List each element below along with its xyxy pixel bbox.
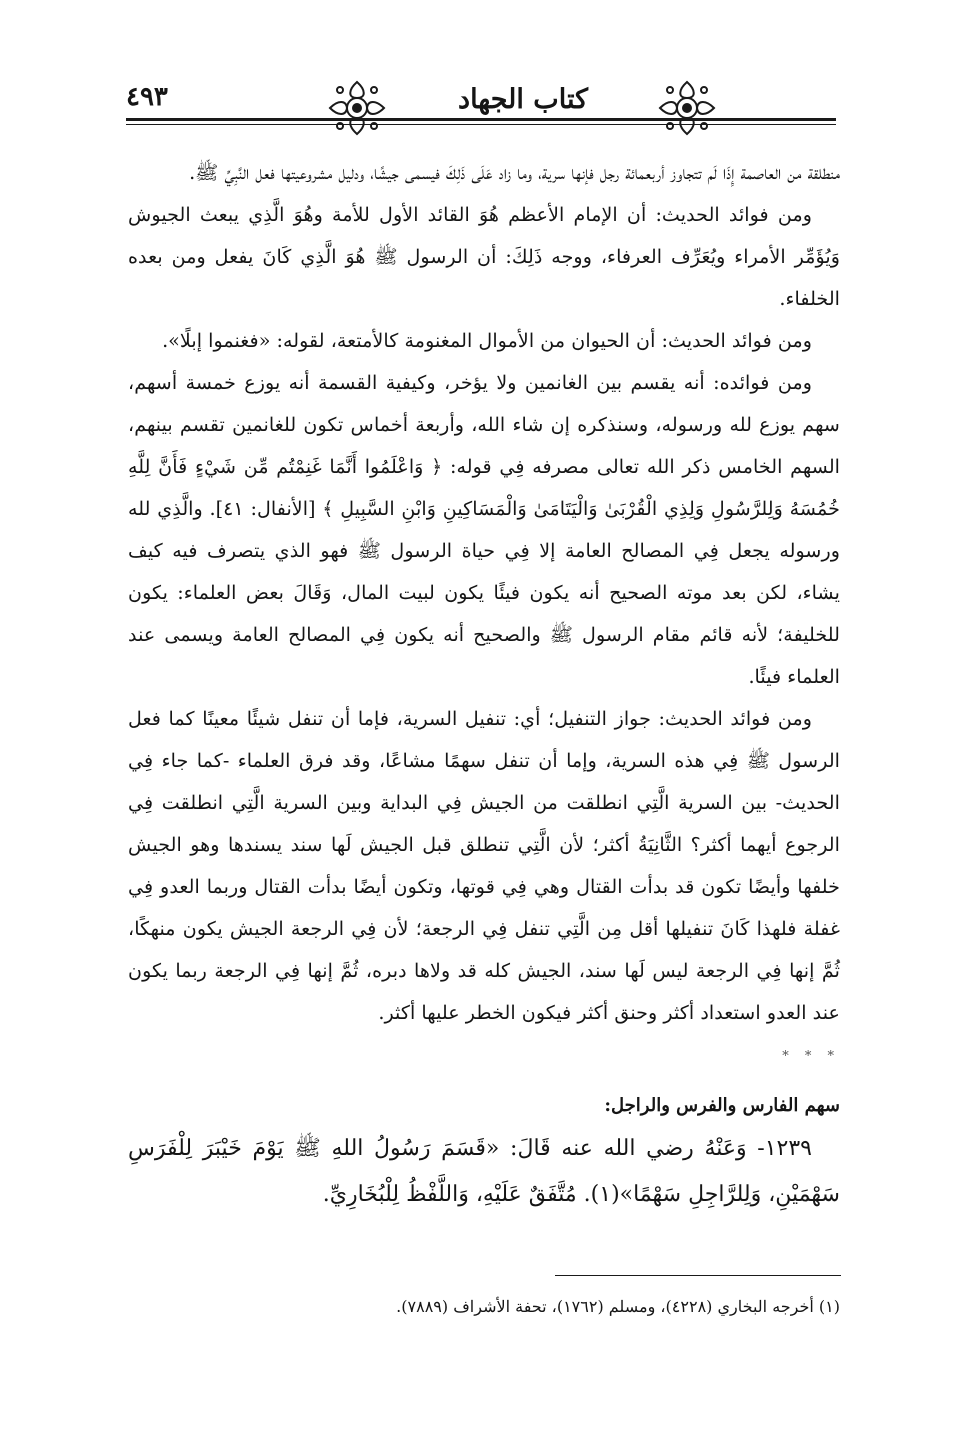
paragraph-division: ومن فوائده: أنه يقسم بين الغانمين ولا يؤخر، وكيفية القسمة أنه يوزع خمسة أسهم، سهم يوزع لله ورسوله، وسنذكره إن شاء الله، وأربعة أخماس تكون للغانمين تقسم بينهم، السهم الخامس ذكر الله تعالى مصرفه فِي قوله: ﴿ وَاعْلَمُوا أَنَّمَا غَنِمْتُم مِّن شَيْءٍ فَأَنَّ لِلَّهِ خُمُسَهُ وَلِلرَّسُولِ وَلِذِي الْقُرْبَىٰ وَالْيَتَامَىٰ وَالْمَسَاكِينِ وَابْنِ السَّبِيلِ ﴾ [الأنفال: ٤١]. والَّذِي لله ورسوله يجعل فِي المصالح العامة إلا فِي حياة الرسول ﷺ فهو الذي يتصرف فيه كيف يشاء، لكن بعد موته الصحيح أنه يكون فيئًا يكون لبيت المال، وَقَالَ بعض العلماء: يكون للخليفة؛ لأنه قائم مقام الرسول ﷺ والصحيح أنه يكون فِي المصالح العامة ويسمى عند العلماء فيئًا.: [128, 371, 840, 688]
section-separator: * * *: [782, 1049, 840, 1064]
header-rule-thin: [126, 124, 836, 125]
page-header: [126, 78, 836, 140]
paragraph-tanfil: ومن فوائد الحديث: جواز التنفيل؛ أي: تنفيل السرية، فإما أن تنفل شيئًا معينًا كما فعل الرسول ﷺ فِي هذه السرية، وإما أن تنفل سهمًا مشاعًا، وقد فرق العلماء -كما جاء فِي الحديث- بين السرية الَّتِي انطلقت من الجيش فِي البداية وبين السرية الَّتِي انطلقت فِي الرجوع أيهما أكثر؟ الثَّانِيَةُ أكثر؛ لأن الَّتِي تنطلق قبل الجيش لَها سند يسندها وهو الجيش خلفها وأيضًا تكون قد بدأت القتال وهي فِي قوتها، وتكون أيضًا بدأت القتال وربما العدو فِي غفلة فلهذا كَانَ تنفيلها أقل مِن الَّتِي تنفل فِي الرجعة؛ لأن فِي الرجعة الجيش يكون منهكًا، ثُمَّ إنها فِي الرجعة ليس لَها سند، الجيش كله قد ولاها دبره، ثُمَّ إنها فِي الرجعة ربما يكون عند العدو استعداد أكثر وحنق أكثر فيكون الخطر عليها أكثر.: [128, 707, 840, 1024]
hadith-text: ١٢٣٩- وَعَنْهُ رضي الله عنه قَالَ: «قَسَمَ رَسُولُ اللهِ ﷺ يَوْمَ خَيْبَرَ لِلْفَرَسِ سَهْمَيْنِ، وَلِلرَّاجِلِ سَهْمًا»(١). مُتَّفَقٌ عَلَيْهِ، وَاللَّفْظُ لِلْبُخَارِيِّ.: [128, 1136, 840, 1207]
ornament-right-icon: [656, 78, 718, 138]
paragraph-imam: ومن فوائد الحديث: أن الإمام الأعظم هُوَ القائد الأول للأمة وهُوَ الَّذِي يبعث الجيوش وَيُؤَمِّر الأمراء ويُعَرِّف العرفاء، ووجه ذَلِكَ: أن الرسول ﷺ هُوَ الَّذِي كَانَ يفعل ومن بعده الخلفاء.: [128, 203, 840, 310]
paragraph-animals: ومن فوائد الحديث: أن الحيوان من الأموال المغنومة كالأمتعة، لقوله: «فغنموا إبلًا».: [162, 329, 812, 352]
header-rule: [126, 118, 836, 121]
page-body: [128, 152, 840, 1218]
chapter-title: كتاب الجهاد: [398, 84, 648, 115]
paragraph-continuation: منطلقة من العاصمة إِذَا لَم تتجاوز أربعمائة رجل فإنها سرية، وما زاد عَلَى ذَلِكَ فيسمى جيشًا، ودليل مشروعيتها فعل النَّبِيِّ ﷺ.: [189, 161, 840, 184]
section-heading: سهم الفارس والفرس والراجل:: [604, 1095, 840, 1116]
ornament-left-icon: [326, 78, 388, 138]
footnote: (١) أخرجه البخاري (٤٢٢٨)، ومسلم (١٧٦٢)، تحفة الأشراف (٧٨٨٩).: [396, 1297, 840, 1316]
footnote-rule: [555, 1275, 841, 1276]
page-number: ٤٩٣: [126, 82, 176, 112]
